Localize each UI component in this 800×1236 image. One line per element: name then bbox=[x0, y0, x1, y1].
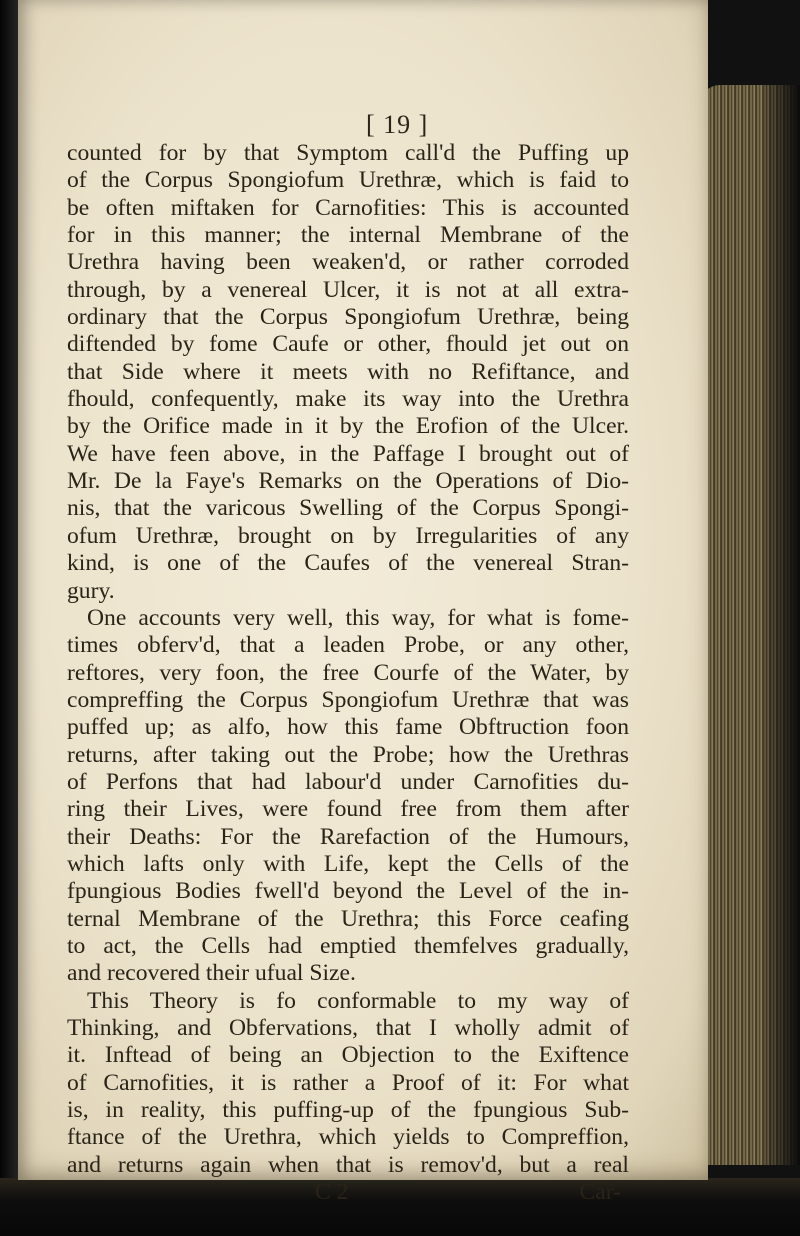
text-line: is, in reality, this puffing-up of the fpungious Sub- bbox=[67, 1097, 629, 1124]
text-line: it. Inftead of being an Objection to the Exiftence bbox=[67, 1042, 629, 1069]
text-line: of the Corpus Spongiofum Urethræ, which is faid to bbox=[67, 167, 629, 194]
footer-line bbox=[67, 1179, 629, 1206]
text-line: times obferv'd, that a leaden Probe, or any other, bbox=[67, 632, 629, 659]
text-line: reftores, very foon, the free Courfe of the Water, by bbox=[67, 659, 629, 686]
text-line: One accounts very well, this way, for what is fome- bbox=[87, 604, 629, 631]
page-number: [ 19 ] bbox=[366, 110, 429, 139]
text-line: through, by a venereal Ulcer, it is not at all extra- bbox=[67, 276, 629, 303]
text-line: diftended by fome Caufe or other, fhould jet out on bbox=[67, 331, 629, 358]
text-line: compreffing the Corpus Spongiofum Urethræ that was bbox=[67, 686, 629, 713]
text-line: be often miftaken for Carnofities: This is accounted bbox=[67, 194, 629, 221]
text-line: gury. bbox=[67, 577, 115, 604]
text-line: counted for by that Symptom call'd the Puffing up bbox=[67, 140, 629, 166]
catchword: Car- bbox=[579, 1179, 621, 1206]
text-line: ordinary that the Corpus Spongiofum Urethræ, being bbox=[67, 304, 629, 331]
signature-mark: C 2 bbox=[315, 1179, 349, 1206]
text-line: Thinking, and Obfervations, that I wholly admit of bbox=[67, 1015, 629, 1041]
page-body-text bbox=[67, 140, 629, 1206]
text-line: puffed up; as alfo, how this fame Obftruction foon bbox=[67, 714, 629, 741]
text-line: returns, after taking out the Probe; how the Urethras bbox=[67, 741, 629, 768]
text-line: fpungious Bodies fwell'd beyond the Level of the in- bbox=[67, 878, 629, 905]
text-line: This Theory is fo conformable to my way of bbox=[87, 987, 629, 1014]
text-line: We have feen above, in the Paffage I brought out of bbox=[67, 440, 629, 467]
text-line: and returns again when that is remov'd, but a real bbox=[67, 1151, 629, 1178]
text-line: ring their Lives, were found free from them after bbox=[67, 796, 629, 823]
book-page-edges-right bbox=[700, 85, 800, 1165]
text-line: for in this manner; the internal Membrane of the bbox=[67, 222, 629, 249]
text-line: kind, is one of the Caufes of the venereal Stran- bbox=[67, 550, 629, 577]
text-line: nis, that the varicous Swelling of the Corpus Spongi- bbox=[67, 495, 629, 522]
text-line: fhould, confequently, make its way into the Urethra bbox=[67, 386, 629, 413]
text-line: and recovered their ufual Size. bbox=[67, 960, 356, 987]
text-line: by the Orifice made in it by the Erofion of the Ulcer. bbox=[67, 413, 629, 440]
text-line: ternal Membrane of the Urethra; this Force ceafing bbox=[67, 905, 629, 932]
text-line: ofum Urethræ, brought on by Irregularities of any bbox=[67, 522, 629, 549]
text-line: which lafts only with Life, kept the Cells of the bbox=[67, 850, 629, 877]
text-line: Urethra having been weaken'd, or rather corroded bbox=[67, 249, 629, 276]
text-line: their Deaths: For the Rarefaction of the Humours, bbox=[67, 823, 629, 850]
text-line: of Perfons that had labour'd under Carnofities du- bbox=[67, 768, 629, 795]
text-line: ftance of the Urethra, which yields to Compreffion, bbox=[67, 1124, 629, 1151]
page-header bbox=[0, 110, 800, 140]
text-line: to act, the Cells had emptied themfelves gradually, bbox=[67, 932, 629, 959]
text-line: Mr. De la Faye's Remarks on the Operations of Dio- bbox=[67, 468, 629, 495]
text-line: that Side where it meets with no Refiftance, and bbox=[67, 358, 629, 385]
text-line: of Carnofities, it is rather a Proof of it: For what bbox=[67, 1069, 629, 1096]
